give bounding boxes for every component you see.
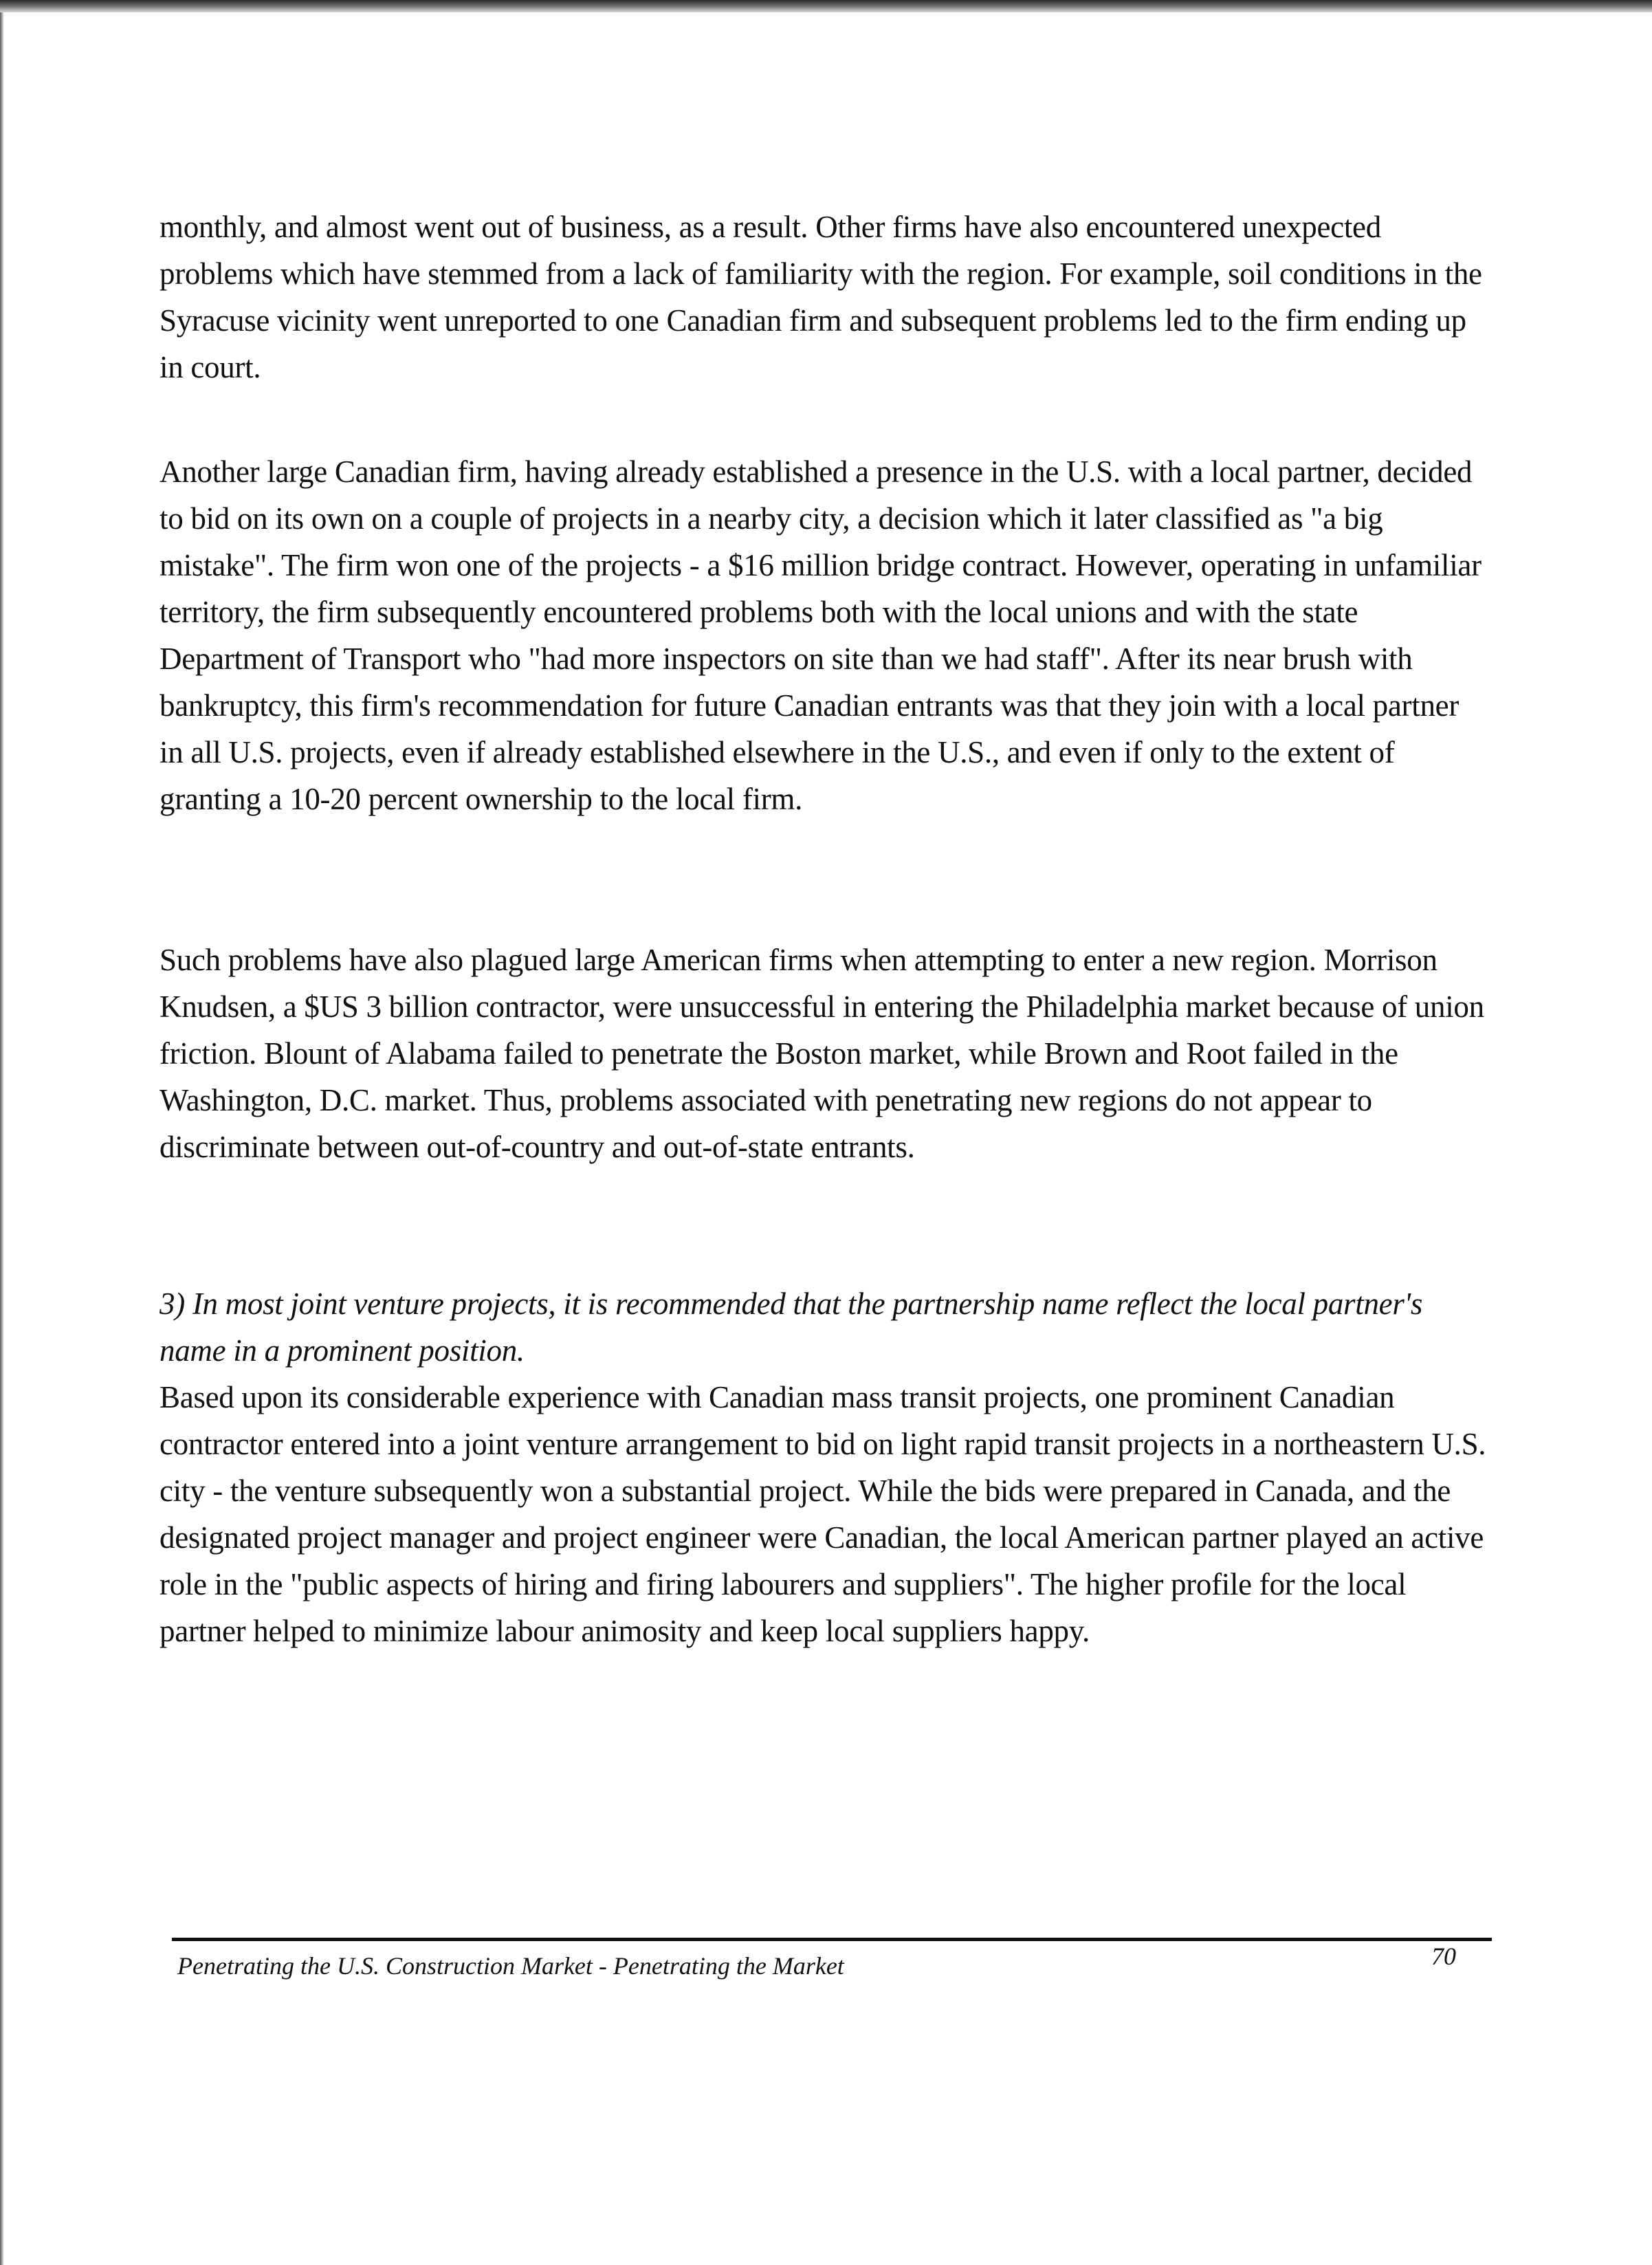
paragraph-2: Another large Canadian firm, having already established a presence in the U.S. with a local partner, decided to bid on its own on a couple of projects in a nearby city, a decision which it later classified as "a big mistake". The firm won one of the projects - a $16 million bridge contract. However, operating in unfamiliar territory, the firm subsequently encountered problems both with the local unions and with the state Department of Transport who "had more inspectors on site than we had staff". After its near brush with bankruptcy, this firm's recommendation for future Canadian entrants was that they join with a local partner in all U.S. projects, even if already established elsewhere in the U.S., and even if only to the extent of granting a 10-20 percent ownership to the local firm.: [159, 455, 1482, 816]
recommendation-heading: 3) In most joint venture projects, it is recommended that the partnership name reflect the local partner's name in a prominent position.: [159, 1287, 1423, 1368]
footer-rule: [172, 1938, 1492, 1941]
page-number: 70: [1431, 1943, 1456, 1970]
paragraph-1: monthly, and almost went out of business, as a result. Other firms have also encountered unexpected problems which have stemmed from a lack of familiarity with the region. For example, soil conditions in the Syracuse vicinity went unreported to one Canadian firm and subsequent problems led to the firm ending up in court.: [159, 210, 1482, 384]
recommendation-body: Based upon its considerable experience with Canadian mass transit projects, one prominent Canadian contractor entered into a joint venture arrangement to bid on light rapid transit projects in a northeastern U.S. city - the venture subsequently won a substantial project. While the bids were prepared in Canada, and the designated project manager and project engineer were Canadian, the local American partner played an active role in the "public aspects of hiring and firing labourers and suppliers". The higher profile for the local partner helped to minimize labour animosity and keep local suppliers happy.: [159, 1380, 1486, 1648]
paragraph-3: Such problems have also plagued large American firms when attempting to enter a new region. Morrison Knudsen, a $US 3 billion contractor, were unsuccessful in entering the Philadelphia market because of union friction. Blount of Alabama failed to penetrate the Boston market, while Brown and Root failed in the Washington, D.C. market. Thus, problems associated with penetrating new regions do not appear to discriminate between out-of-country and out-of-state entrants.: [159, 943, 1484, 1164]
footer-title: Penetrating the U.S. Construction Market - Penetrating the Market: [177, 1952, 844, 1980]
